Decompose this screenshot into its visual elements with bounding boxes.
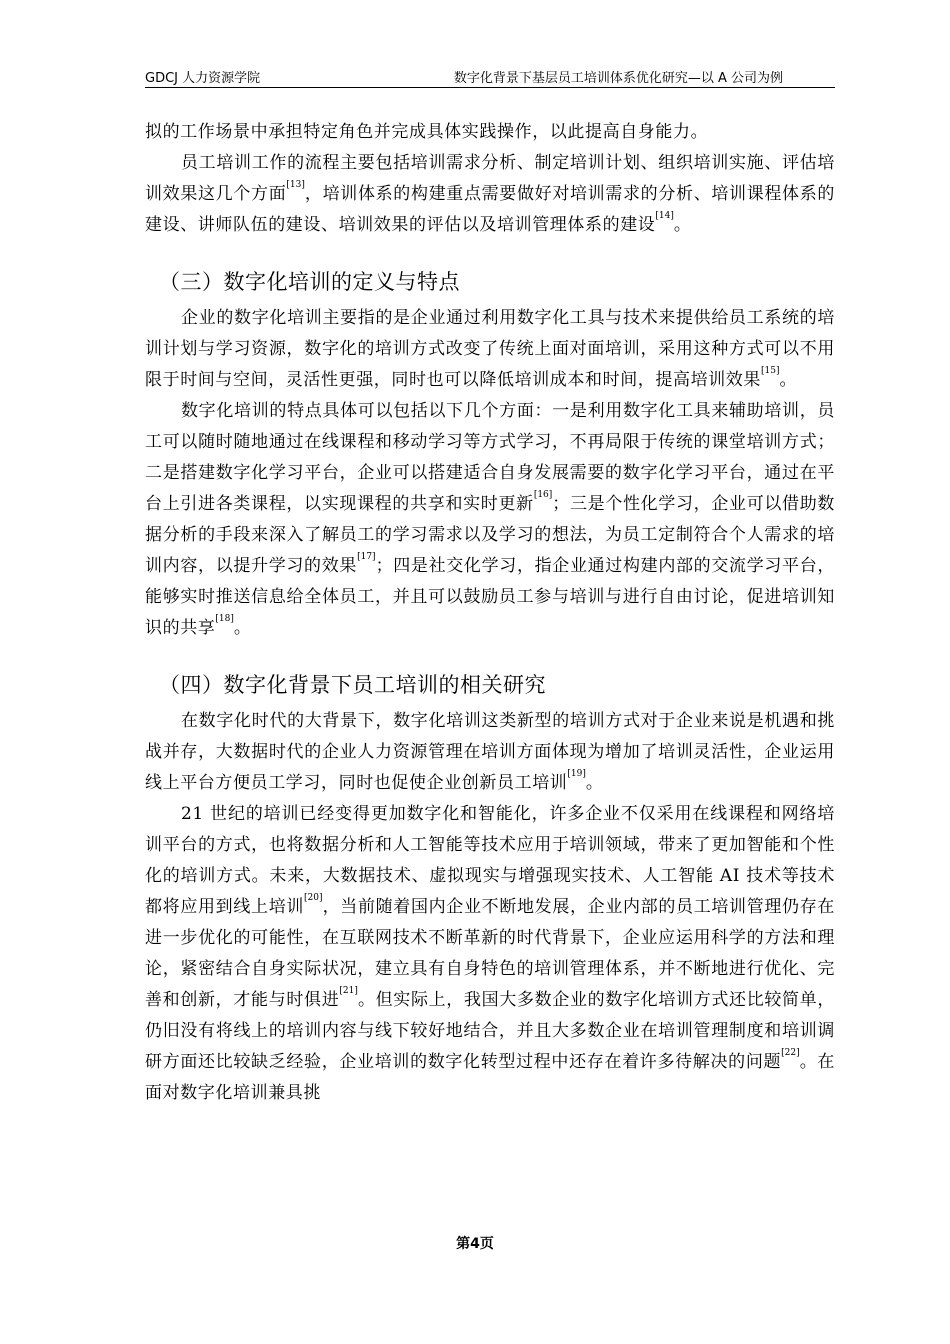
citation-21: [21] [339, 986, 358, 996]
citation-19: [19] [567, 769, 586, 779]
page-number: 第4页 [456, 1236, 494, 1252]
citation-16: [16] [533, 490, 553, 500]
paragraph-2: 员工培训工作的流程主要包括培训需求分析、制定培训计划、组织培训实施、评估培训效果这几个方面[13]，培训体系的构建重点需要做好对培训需求的分析、培训课程体系的建设、讲师队伍的建设、培训效果的评估以及培训管理体系的建设[14]。 [145, 153, 835, 235]
citation-15: [15] [761, 366, 780, 376]
citation-22: [22] [781, 1048, 800, 1058]
paragraph-4: 数字化培训的特点具体可以包括以下几个方面：一是利用数字化工具来辅助培训，员工可以随时随地通过在线课程和移动学习等方式学习，不再局限于传统的课堂培训方式；二是搭建数字化学习平台，企业可以搭建适合自身发展需要的数字化学习平台，通过在平台上引进各类课程，以实现课程的共享和实时更新[16]；三是个性化学习，企业可以借助数据分析的手段来深入了解员工的学习需求以及学习的想法，为员工定制符合个人需求的培训内容，以提升学习的效果[17]；四是社交化学习，指企业通过构建内部的交流学习平台，能够实时推送信息给全体员工，并且可以鼓励员工参与培训与进行自由讨论，促进培训知识的共享[18]。 [145, 401, 835, 638]
paragraph-6: 21 世纪的培训已经变得更加数字化和智能化，许多企业不仅采用在线课程和网络培训平台的方式，也将数据分析和人工智能等技术应用于培训领域，带来了更加智能和个性化的培训方式。未来，大数据技术、虚拟现实与增强现实技术、人工智能 AI 技术等技术都将应用到线上培训[20]，当前随着国内企业不断地发展，企业内部的员工培训管理仍存在进一步优化的可能性，在互联网技术不断革新的时代背景下，企业应运用科学的方法和理论，紧密结合自身实际状况，建立具有自身特色的培训管理体系，并不断地进行优化、完善和创新，才能与时俱进[21]。但实际上，我国大多数企业的数字化培训方式还比较简单，仍旧没有将线上的培训内容与线下较好地结合，并且大多数企业在培训管理制度和培训调研方面还比较缺乏经验，企业培训的数字化转型过程中还存在着许多待解决的问题[22]。在面对数字化培训兼具挑 [145, 804, 835, 1103]
paragraph-5: 在数字化时代的大背景下，数字化培训这类新型的培训方式对于企业来说是机遇和挑战并存，大数据时代的企业人力资源管理在培训方面体现为增加了培训灵活性，企业运用线上平台方便员工学习，同时也促使企业创新员工培训[19]。 [145, 711, 835, 793]
citation-17: [17] [357, 552, 376, 562]
paragraph-1: 拟的工作场景中承担特定角色并完成具体实践操作，以此提高自身能力。 [145, 122, 709, 142]
citation-18: [18] [215, 614, 234, 624]
citation-20: [20] [304, 893, 323, 903]
page-header [145, 67, 835, 88]
citation-13: [13] [286, 180, 305, 190]
citation-14: [14] [655, 211, 674, 221]
section-heading-4: （四）数字化背景下员工培训的相关研究 [159, 673, 546, 697]
section-heading-3: （三）数字化培训的定义与特点 [159, 270, 460, 294]
header-institution: GDCJ 人力资源学院 [145, 71, 261, 86]
page-body [145, 117, 835, 1109]
paragraph-3: 企业的数字化培训主要指的是企业通过利用数字化工具与技术来提供给员工系统的培训计划与学习资源，数字化的培训方式改变了传统上面对面培训，采用这种方式可以不用限于时间与空间，灵活性更强，同时也可以降低培训成本和时间，提高培训效果[15]。 [145, 308, 835, 390]
header-thesis-title: 数字化背景下基层员工培训体系优化研究—以 A 公司为例 [453, 71, 783, 86]
